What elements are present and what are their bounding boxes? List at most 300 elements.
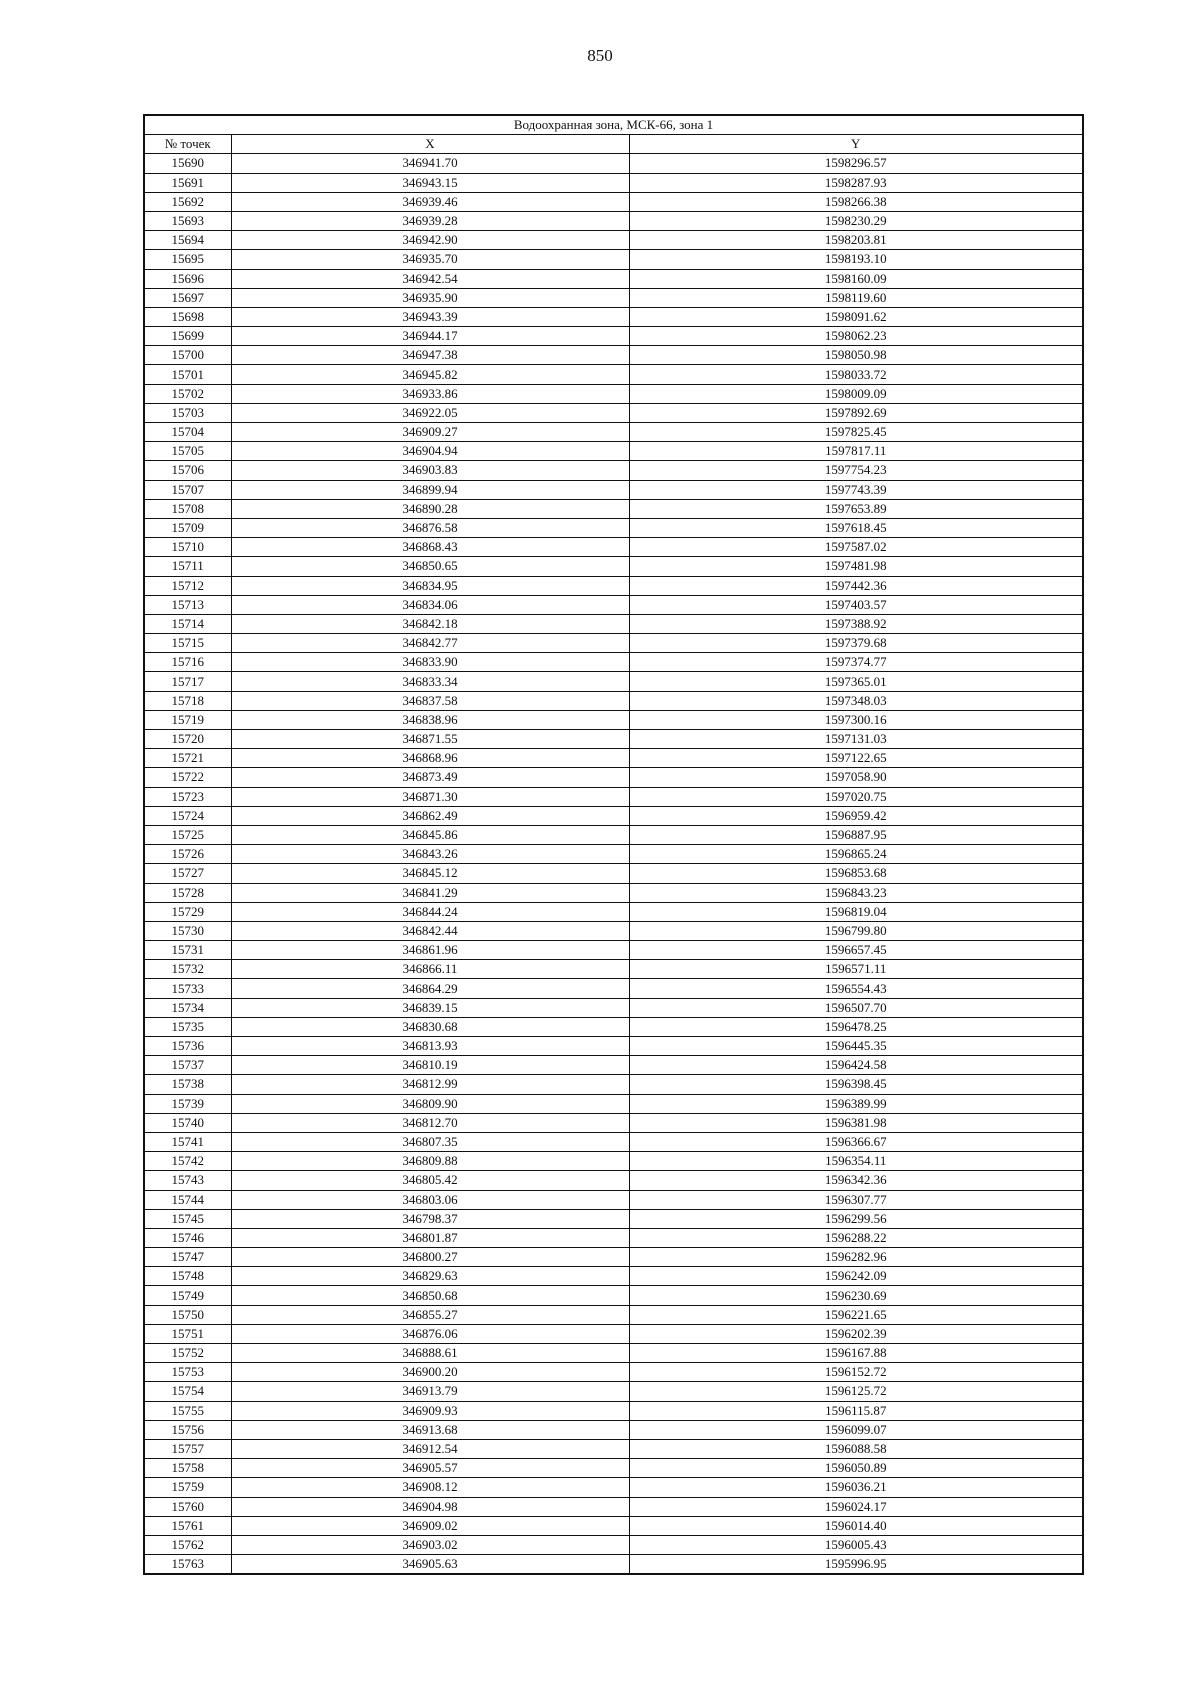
table-row bbox=[144, 288, 1083, 307]
cell-x: 346843.26 bbox=[231, 845, 629, 864]
header-x: X bbox=[231, 135, 629, 154]
cell-y: 1597587.02 bbox=[629, 538, 1083, 557]
cell-y: 1596099.07 bbox=[629, 1420, 1083, 1439]
cell-x: 346812.99 bbox=[231, 1075, 629, 1094]
cell-point-number: 15745 bbox=[144, 1209, 231, 1228]
cell-x: 346943.15 bbox=[231, 173, 629, 192]
cell-point-number: 15731 bbox=[144, 941, 231, 960]
table-row bbox=[144, 557, 1083, 576]
table-row bbox=[144, 634, 1083, 653]
cell-x: 346871.30 bbox=[231, 787, 629, 806]
cell-point-number: 15763 bbox=[144, 1555, 231, 1575]
table-row bbox=[144, 1439, 1083, 1458]
cell-y: 1597300.16 bbox=[629, 710, 1083, 729]
cell-x: 346862.49 bbox=[231, 806, 629, 825]
cell-point-number: 15760 bbox=[144, 1497, 231, 1516]
cell-x: 346842.44 bbox=[231, 921, 629, 940]
cell-y: 1596202.39 bbox=[629, 1324, 1083, 1343]
cell-point-number: 15730 bbox=[144, 921, 231, 940]
cell-x: 346842.18 bbox=[231, 614, 629, 633]
cell-point-number: 15761 bbox=[144, 1516, 231, 1535]
cell-point-number: 15693 bbox=[144, 211, 231, 230]
cell-y: 1596887.95 bbox=[629, 825, 1083, 844]
table-row bbox=[144, 1401, 1083, 1420]
cell-point-number: 15758 bbox=[144, 1459, 231, 1478]
cell-point-number: 15718 bbox=[144, 691, 231, 710]
cell-point-number: 15734 bbox=[144, 998, 231, 1017]
cell-point-number: 15691 bbox=[144, 173, 231, 192]
table-row bbox=[144, 192, 1083, 211]
cell-point-number: 15727 bbox=[144, 864, 231, 883]
cell-point-number: 15706 bbox=[144, 461, 231, 480]
cell-x: 346913.68 bbox=[231, 1420, 629, 1439]
cell-x: 346900.20 bbox=[231, 1363, 629, 1382]
table-row bbox=[144, 1094, 1083, 1113]
cell-point-number: 15717 bbox=[144, 672, 231, 691]
cell-x: 346841.29 bbox=[231, 883, 629, 902]
cell-y: 1596381.98 bbox=[629, 1113, 1083, 1132]
table-row bbox=[144, 941, 1083, 960]
cell-y: 1598203.81 bbox=[629, 231, 1083, 250]
cell-y: 1596366.67 bbox=[629, 1132, 1083, 1151]
cell-x: 346868.96 bbox=[231, 749, 629, 768]
cell-y: 1596799.80 bbox=[629, 921, 1083, 940]
table-row bbox=[144, 864, 1083, 883]
cell-point-number: 15744 bbox=[144, 1190, 231, 1209]
cell-x: 346850.65 bbox=[231, 557, 629, 576]
table-row bbox=[144, 173, 1083, 192]
cell-y: 1597020.75 bbox=[629, 787, 1083, 806]
cell-point-number: 15732 bbox=[144, 960, 231, 979]
table-row bbox=[144, 576, 1083, 595]
table-row bbox=[144, 998, 1083, 1017]
cell-x: 346933.86 bbox=[231, 384, 629, 403]
cell-y: 1598009.09 bbox=[629, 384, 1083, 403]
table-row bbox=[144, 307, 1083, 326]
cell-y: 1597365.01 bbox=[629, 672, 1083, 691]
table-row bbox=[144, 1363, 1083, 1382]
table-row bbox=[144, 1324, 1083, 1343]
cell-point-number: 15733 bbox=[144, 979, 231, 998]
table-row bbox=[144, 154, 1083, 173]
cell-x: 346837.58 bbox=[231, 691, 629, 710]
cell-x: 346935.70 bbox=[231, 250, 629, 269]
cell-point-number: 15701 bbox=[144, 365, 231, 384]
cell-x: 346909.93 bbox=[231, 1401, 629, 1420]
table-row bbox=[144, 1171, 1083, 1190]
table-row bbox=[144, 1535, 1083, 1554]
cell-point-number: 15709 bbox=[144, 518, 231, 537]
cell-y: 1597374.77 bbox=[629, 653, 1083, 672]
cell-point-number: 15746 bbox=[144, 1228, 231, 1247]
cell-y: 1596354.11 bbox=[629, 1152, 1083, 1171]
cell-point-number: 15721 bbox=[144, 749, 231, 768]
cell-x: 346943.39 bbox=[231, 307, 629, 326]
table-row bbox=[144, 1228, 1083, 1247]
cell-point-number: 15726 bbox=[144, 845, 231, 864]
cell-point-number: 15729 bbox=[144, 902, 231, 921]
cell-y: 1596307.77 bbox=[629, 1190, 1083, 1209]
cell-point-number: 15757 bbox=[144, 1439, 231, 1458]
cell-x: 346947.38 bbox=[231, 346, 629, 365]
cell-x: 346803.06 bbox=[231, 1190, 629, 1209]
table-row bbox=[144, 461, 1083, 480]
cell-point-number: 15695 bbox=[144, 250, 231, 269]
table-row bbox=[144, 1382, 1083, 1401]
cell-point-number: 15700 bbox=[144, 346, 231, 365]
table-row bbox=[144, 1056, 1083, 1075]
table-row bbox=[144, 1113, 1083, 1132]
cell-y: 1598266.38 bbox=[629, 192, 1083, 211]
cell-x: 346922.05 bbox=[231, 403, 629, 422]
table-row bbox=[144, 1152, 1083, 1171]
cell-point-number: 15713 bbox=[144, 595, 231, 614]
cell-y: 1596125.72 bbox=[629, 1382, 1083, 1401]
cell-y: 1597754.23 bbox=[629, 461, 1083, 480]
cell-point-number: 15743 bbox=[144, 1171, 231, 1190]
cell-x: 346833.34 bbox=[231, 672, 629, 691]
table-row bbox=[144, 518, 1083, 537]
cell-x: 346834.06 bbox=[231, 595, 629, 614]
cell-x: 346939.46 bbox=[231, 192, 629, 211]
table-row bbox=[144, 806, 1083, 825]
cell-point-number: 15750 bbox=[144, 1305, 231, 1324]
cell-x: 346942.90 bbox=[231, 231, 629, 250]
cell-x: 346809.90 bbox=[231, 1094, 629, 1113]
cell-point-number: 15703 bbox=[144, 403, 231, 422]
table-row bbox=[144, 883, 1083, 902]
cell-y: 1596389.99 bbox=[629, 1094, 1083, 1113]
table-row bbox=[144, 423, 1083, 442]
table-row bbox=[144, 365, 1083, 384]
cell-x: 346830.68 bbox=[231, 1017, 629, 1036]
table-row bbox=[144, 1478, 1083, 1497]
cell-x: 346903.02 bbox=[231, 1535, 629, 1554]
cell-point-number: 15749 bbox=[144, 1286, 231, 1305]
cell-x: 346945.82 bbox=[231, 365, 629, 384]
cell-y: 1597442.36 bbox=[629, 576, 1083, 595]
cell-x: 346909.02 bbox=[231, 1516, 629, 1535]
cell-y: 1597743.39 bbox=[629, 480, 1083, 499]
cell-y: 1597122.65 bbox=[629, 749, 1083, 768]
cell-x: 346899.94 bbox=[231, 480, 629, 499]
cell-point-number: 15711 bbox=[144, 557, 231, 576]
cell-x: 346842.77 bbox=[231, 634, 629, 653]
table-row bbox=[144, 672, 1083, 691]
table-row bbox=[144, 346, 1083, 365]
table-row bbox=[144, 1344, 1083, 1363]
cell-x: 346845.12 bbox=[231, 864, 629, 883]
table-row bbox=[144, 480, 1083, 499]
cell-y: 1596036.21 bbox=[629, 1478, 1083, 1497]
cell-y: 1597348.03 bbox=[629, 691, 1083, 710]
cell-y: 1596819.04 bbox=[629, 902, 1083, 921]
cell-y: 1597817.11 bbox=[629, 442, 1083, 461]
cell-point-number: 15705 bbox=[144, 442, 231, 461]
cell-y: 1596865.24 bbox=[629, 845, 1083, 864]
table-row bbox=[144, 1017, 1083, 1036]
cell-y: 1597388.92 bbox=[629, 614, 1083, 633]
cell-y: 1596342.36 bbox=[629, 1171, 1083, 1190]
cell-y: 1596221.65 bbox=[629, 1305, 1083, 1324]
cell-y: 1596398.45 bbox=[629, 1075, 1083, 1094]
cell-y: 1596299.56 bbox=[629, 1209, 1083, 1228]
cell-y: 1596478.25 bbox=[629, 1017, 1083, 1036]
table-row bbox=[144, 1286, 1083, 1305]
cell-y: 1597379.68 bbox=[629, 634, 1083, 653]
cell-y: 1596088.58 bbox=[629, 1439, 1083, 1458]
cell-x: 346866.11 bbox=[231, 960, 629, 979]
cell-point-number: 15707 bbox=[144, 480, 231, 499]
cell-x: 346864.29 bbox=[231, 979, 629, 998]
cell-x: 346810.19 bbox=[231, 1056, 629, 1075]
table-header-row bbox=[144, 135, 1083, 154]
cell-y: 1598287.93 bbox=[629, 173, 1083, 192]
cell-point-number: 15702 bbox=[144, 384, 231, 403]
table-caption: Водоохранная зона, МСК-66, зона 1 bbox=[144, 115, 1083, 135]
cell-point-number: 15740 bbox=[144, 1113, 231, 1132]
cell-x: 346805.42 bbox=[231, 1171, 629, 1190]
table-row bbox=[144, 384, 1083, 403]
cell-point-number: 15708 bbox=[144, 499, 231, 518]
table-row bbox=[144, 1075, 1083, 1094]
cell-y: 1597892.69 bbox=[629, 403, 1083, 422]
cell-y: 1598296.57 bbox=[629, 154, 1083, 173]
cell-y: 1596024.17 bbox=[629, 1497, 1083, 1516]
cell-x: 346813.93 bbox=[231, 1037, 629, 1056]
table-row bbox=[144, 710, 1083, 729]
cell-x: 346833.90 bbox=[231, 653, 629, 672]
cell-x: 346876.06 bbox=[231, 1324, 629, 1343]
cell-y: 1596554.43 bbox=[629, 979, 1083, 998]
cell-x: 346944.17 bbox=[231, 327, 629, 346]
cell-x: 346798.37 bbox=[231, 1209, 629, 1228]
cell-point-number: 15722 bbox=[144, 768, 231, 787]
cell-y: 1596853.68 bbox=[629, 864, 1083, 883]
cell-x: 346888.61 bbox=[231, 1344, 629, 1363]
cell-point-number: 15699 bbox=[144, 327, 231, 346]
page-number: 850 bbox=[587, 46, 613, 65]
cell-y: 1596959.42 bbox=[629, 806, 1083, 825]
cell-point-number: 15714 bbox=[144, 614, 231, 633]
cell-point-number: 15752 bbox=[144, 1344, 231, 1363]
table-row bbox=[144, 231, 1083, 250]
table-row bbox=[144, 845, 1083, 864]
cell-point-number: 15762 bbox=[144, 1535, 231, 1554]
cell-point-number: 15723 bbox=[144, 787, 231, 806]
cell-y: 1597618.45 bbox=[629, 518, 1083, 537]
cell-x: 346812.70 bbox=[231, 1113, 629, 1132]
cell-point-number: 15725 bbox=[144, 825, 231, 844]
cell-y: 1598062.23 bbox=[629, 327, 1083, 346]
cell-y: 1596571.11 bbox=[629, 960, 1083, 979]
cell-y: 1596050.89 bbox=[629, 1459, 1083, 1478]
table-row bbox=[144, 1267, 1083, 1286]
cell-x: 346909.27 bbox=[231, 423, 629, 442]
cell-y: 1596282.96 bbox=[629, 1248, 1083, 1267]
cell-y: 1596014.40 bbox=[629, 1516, 1083, 1535]
cell-x: 346838.96 bbox=[231, 710, 629, 729]
cell-y: 1596230.69 bbox=[629, 1286, 1083, 1305]
table-row bbox=[144, 787, 1083, 806]
cell-x: 346904.98 bbox=[231, 1497, 629, 1516]
cell-y: 1598160.09 bbox=[629, 269, 1083, 288]
cell-point-number: 15748 bbox=[144, 1267, 231, 1286]
table-row bbox=[144, 211, 1083, 230]
coordinates-table bbox=[143, 114, 1084, 1575]
table-row bbox=[144, 614, 1083, 633]
table-row bbox=[144, 1305, 1083, 1324]
cell-y: 1596167.88 bbox=[629, 1344, 1083, 1363]
cell-x: 346935.90 bbox=[231, 288, 629, 307]
cell-x: 346905.63 bbox=[231, 1555, 629, 1575]
table-row bbox=[144, 691, 1083, 710]
cell-x: 346834.95 bbox=[231, 576, 629, 595]
cell-point-number: 15690 bbox=[144, 154, 231, 173]
cell-point-number: 15756 bbox=[144, 1420, 231, 1439]
cell-point-number: 15728 bbox=[144, 883, 231, 902]
cell-y: 1598091.62 bbox=[629, 307, 1083, 326]
cell-x: 346873.49 bbox=[231, 768, 629, 787]
cell-x: 346800.27 bbox=[231, 1248, 629, 1267]
cell-x: 346801.87 bbox=[231, 1228, 629, 1247]
table-row bbox=[144, 499, 1083, 518]
cell-x: 346839.15 bbox=[231, 998, 629, 1017]
table-row bbox=[144, 538, 1083, 557]
cell-x: 346903.83 bbox=[231, 461, 629, 480]
cell-point-number: 15742 bbox=[144, 1152, 231, 1171]
cell-point-number: 15754 bbox=[144, 1382, 231, 1401]
header-point-number: № точек bbox=[144, 135, 231, 154]
cell-x: 346809.88 bbox=[231, 1152, 629, 1171]
cell-point-number: 15724 bbox=[144, 806, 231, 825]
table-row bbox=[144, 1209, 1083, 1228]
cell-x: 346861.96 bbox=[231, 941, 629, 960]
cell-point-number: 15697 bbox=[144, 288, 231, 307]
cell-y: 1597403.57 bbox=[629, 595, 1083, 614]
cell-x: 346807.35 bbox=[231, 1132, 629, 1151]
cell-x: 346829.63 bbox=[231, 1267, 629, 1286]
table-row bbox=[144, 1190, 1083, 1209]
cell-y: 1597481.98 bbox=[629, 557, 1083, 576]
cell-y: 1597825.45 bbox=[629, 423, 1083, 442]
cell-point-number: 15720 bbox=[144, 730, 231, 749]
cell-x: 346844.24 bbox=[231, 902, 629, 921]
table-row bbox=[144, 595, 1083, 614]
table-row bbox=[144, 730, 1083, 749]
cell-point-number: 15753 bbox=[144, 1363, 231, 1382]
cell-point-number: 15696 bbox=[144, 269, 231, 288]
cell-y: 1596424.58 bbox=[629, 1056, 1083, 1075]
cell-x: 346908.12 bbox=[231, 1478, 629, 1497]
header-y: Y bbox=[629, 135, 1083, 154]
cell-y: 1596288.22 bbox=[629, 1228, 1083, 1247]
table-row bbox=[144, 442, 1083, 461]
cell-point-number: 15737 bbox=[144, 1056, 231, 1075]
table-row bbox=[144, 768, 1083, 787]
cell-point-number: 15716 bbox=[144, 653, 231, 672]
table-row bbox=[144, 902, 1083, 921]
cell-point-number: 15741 bbox=[144, 1132, 231, 1151]
cell-point-number: 15694 bbox=[144, 231, 231, 250]
cell-point-number: 15735 bbox=[144, 1017, 231, 1036]
table-row bbox=[144, 1555, 1083, 1575]
cell-point-number: 15704 bbox=[144, 423, 231, 442]
table-row bbox=[144, 1248, 1083, 1267]
table-row bbox=[144, 1497, 1083, 1516]
cell-x: 346904.94 bbox=[231, 442, 629, 461]
cell-y: 1597058.90 bbox=[629, 768, 1083, 787]
cell-x: 346855.27 bbox=[231, 1305, 629, 1324]
cell-y: 1597653.89 bbox=[629, 499, 1083, 518]
table-row bbox=[144, 979, 1083, 998]
cell-y: 1597131.03 bbox=[629, 730, 1083, 749]
cell-x: 346850.68 bbox=[231, 1286, 629, 1305]
cell-x: 346905.57 bbox=[231, 1459, 629, 1478]
cell-x: 346939.28 bbox=[231, 211, 629, 230]
cell-y: 1598050.98 bbox=[629, 346, 1083, 365]
cell-point-number: 15715 bbox=[144, 634, 231, 653]
cell-point-number: 15736 bbox=[144, 1037, 231, 1056]
cell-x: 346890.28 bbox=[231, 499, 629, 518]
cell-x: 346871.55 bbox=[231, 730, 629, 749]
cell-y: 1598033.72 bbox=[629, 365, 1083, 384]
table-row bbox=[144, 1132, 1083, 1151]
cell-point-number: 15738 bbox=[144, 1075, 231, 1094]
cell-y: 1596507.70 bbox=[629, 998, 1083, 1017]
cell-point-number: 15692 bbox=[144, 192, 231, 211]
cell-x: 346913.79 bbox=[231, 1382, 629, 1401]
cell-x: 346845.86 bbox=[231, 825, 629, 844]
table-row bbox=[144, 403, 1083, 422]
cell-x: 346942.54 bbox=[231, 269, 629, 288]
cell-x: 346941.70 bbox=[231, 154, 629, 173]
cell-y: 1596005.43 bbox=[629, 1535, 1083, 1554]
cell-y: 1598119.60 bbox=[629, 288, 1083, 307]
cell-y: 1596242.09 bbox=[629, 1267, 1083, 1286]
table-row bbox=[144, 1459, 1083, 1478]
table-caption-row bbox=[144, 115, 1083, 135]
cell-y: 1596115.87 bbox=[629, 1401, 1083, 1420]
cell-point-number: 15739 bbox=[144, 1094, 231, 1113]
cell-y: 1596445.35 bbox=[629, 1037, 1083, 1056]
cell-y: 1596843.23 bbox=[629, 883, 1083, 902]
table-row bbox=[144, 1420, 1083, 1439]
table-row bbox=[144, 1516, 1083, 1535]
cell-x: 346868.43 bbox=[231, 538, 629, 557]
cell-point-number: 15747 bbox=[144, 1248, 231, 1267]
table-row bbox=[144, 250, 1083, 269]
table-row bbox=[144, 960, 1083, 979]
cell-y: 1596657.45 bbox=[629, 941, 1083, 960]
table-row bbox=[144, 1037, 1083, 1056]
cell-y: 1595996.95 bbox=[629, 1555, 1083, 1575]
cell-point-number: 15712 bbox=[144, 576, 231, 595]
cell-y: 1596152.72 bbox=[629, 1363, 1083, 1382]
cell-point-number: 15698 bbox=[144, 307, 231, 326]
table-row bbox=[144, 921, 1083, 940]
cell-point-number: 15719 bbox=[144, 710, 231, 729]
table-row bbox=[144, 327, 1083, 346]
cell-point-number: 15755 bbox=[144, 1401, 231, 1420]
cell-y: 1598230.29 bbox=[629, 211, 1083, 230]
cell-point-number: 15759 bbox=[144, 1478, 231, 1497]
cell-y: 1598193.10 bbox=[629, 250, 1083, 269]
cell-point-number: 15751 bbox=[144, 1324, 231, 1343]
table-row bbox=[144, 269, 1083, 288]
cell-x: 346912.54 bbox=[231, 1439, 629, 1458]
cell-point-number: 15710 bbox=[144, 538, 231, 557]
